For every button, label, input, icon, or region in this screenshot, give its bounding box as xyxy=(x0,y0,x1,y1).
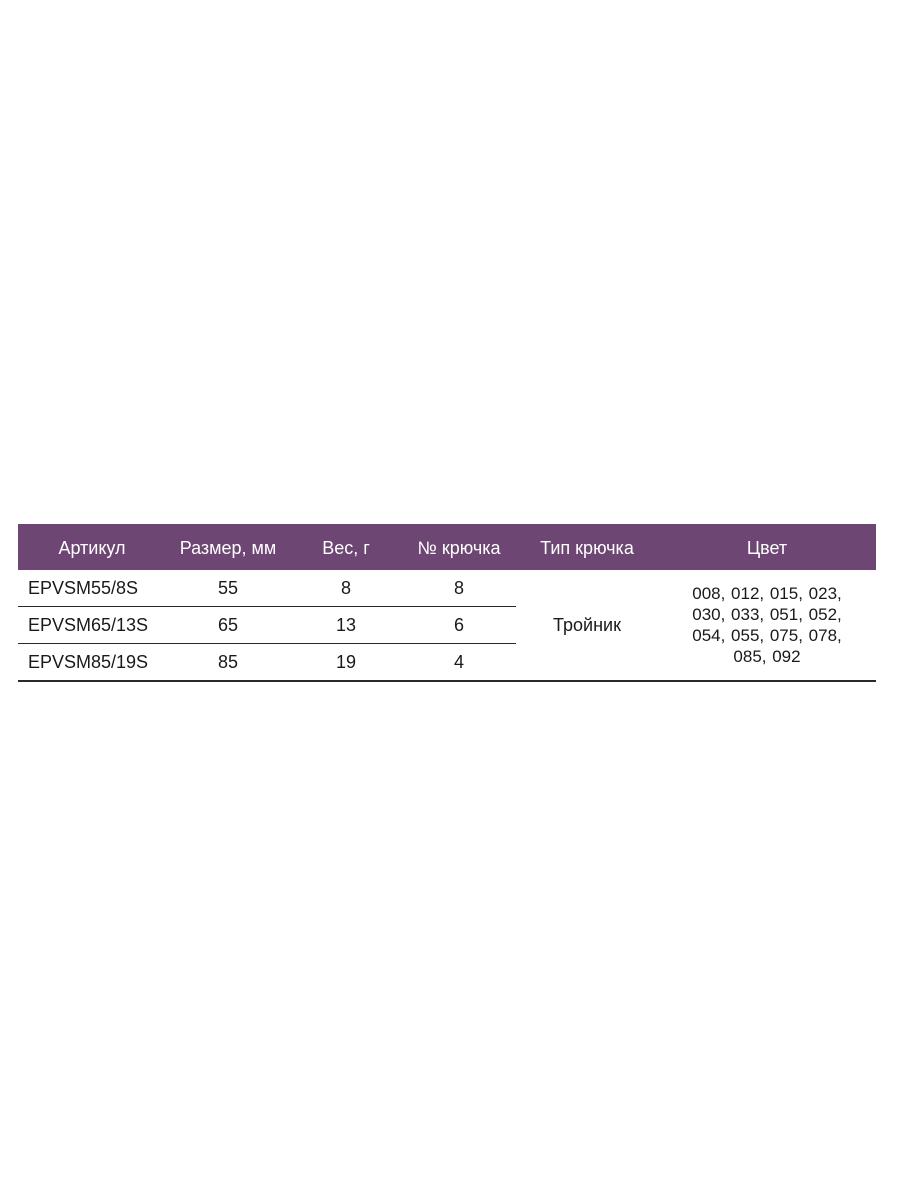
spec-table xyxy=(18,526,876,682)
cell-size: 85 xyxy=(166,644,290,682)
table-row xyxy=(18,570,876,607)
cell-hook-type: Тройник xyxy=(516,570,658,681)
table-body xyxy=(18,570,876,681)
cell-size: 65 xyxy=(166,607,290,644)
table-header xyxy=(18,526,876,570)
header-weight: Вес, г xyxy=(290,526,402,570)
header-hook-number: № крючка xyxy=(402,526,516,570)
header-article: Артикул xyxy=(18,526,166,570)
header-size: Размер, мм xyxy=(166,526,290,570)
cell-article: EPVSM55/8S xyxy=(18,570,166,607)
header-hook-type: Тип крючка xyxy=(516,526,658,570)
cell-weight: 8 xyxy=(290,570,402,607)
header-color: Цвет xyxy=(658,526,876,570)
cell-hook-number: 4 xyxy=(402,644,516,682)
cell-article: EPVSM85/19S xyxy=(18,644,166,682)
cell-article: EPVSM65/13S xyxy=(18,607,166,644)
cell-hook-number: 8 xyxy=(402,570,516,607)
header-row xyxy=(18,526,876,570)
cell-colors: 008, 012, 015, 023, 030, 033, 051, 052, 054, 055, 075, 078, 085, 092 xyxy=(658,570,876,681)
cell-size: 55 xyxy=(166,570,290,607)
cell-hook-number: 6 xyxy=(402,607,516,644)
cell-weight: 13 xyxy=(290,607,402,644)
cell-weight: 19 xyxy=(290,644,402,682)
